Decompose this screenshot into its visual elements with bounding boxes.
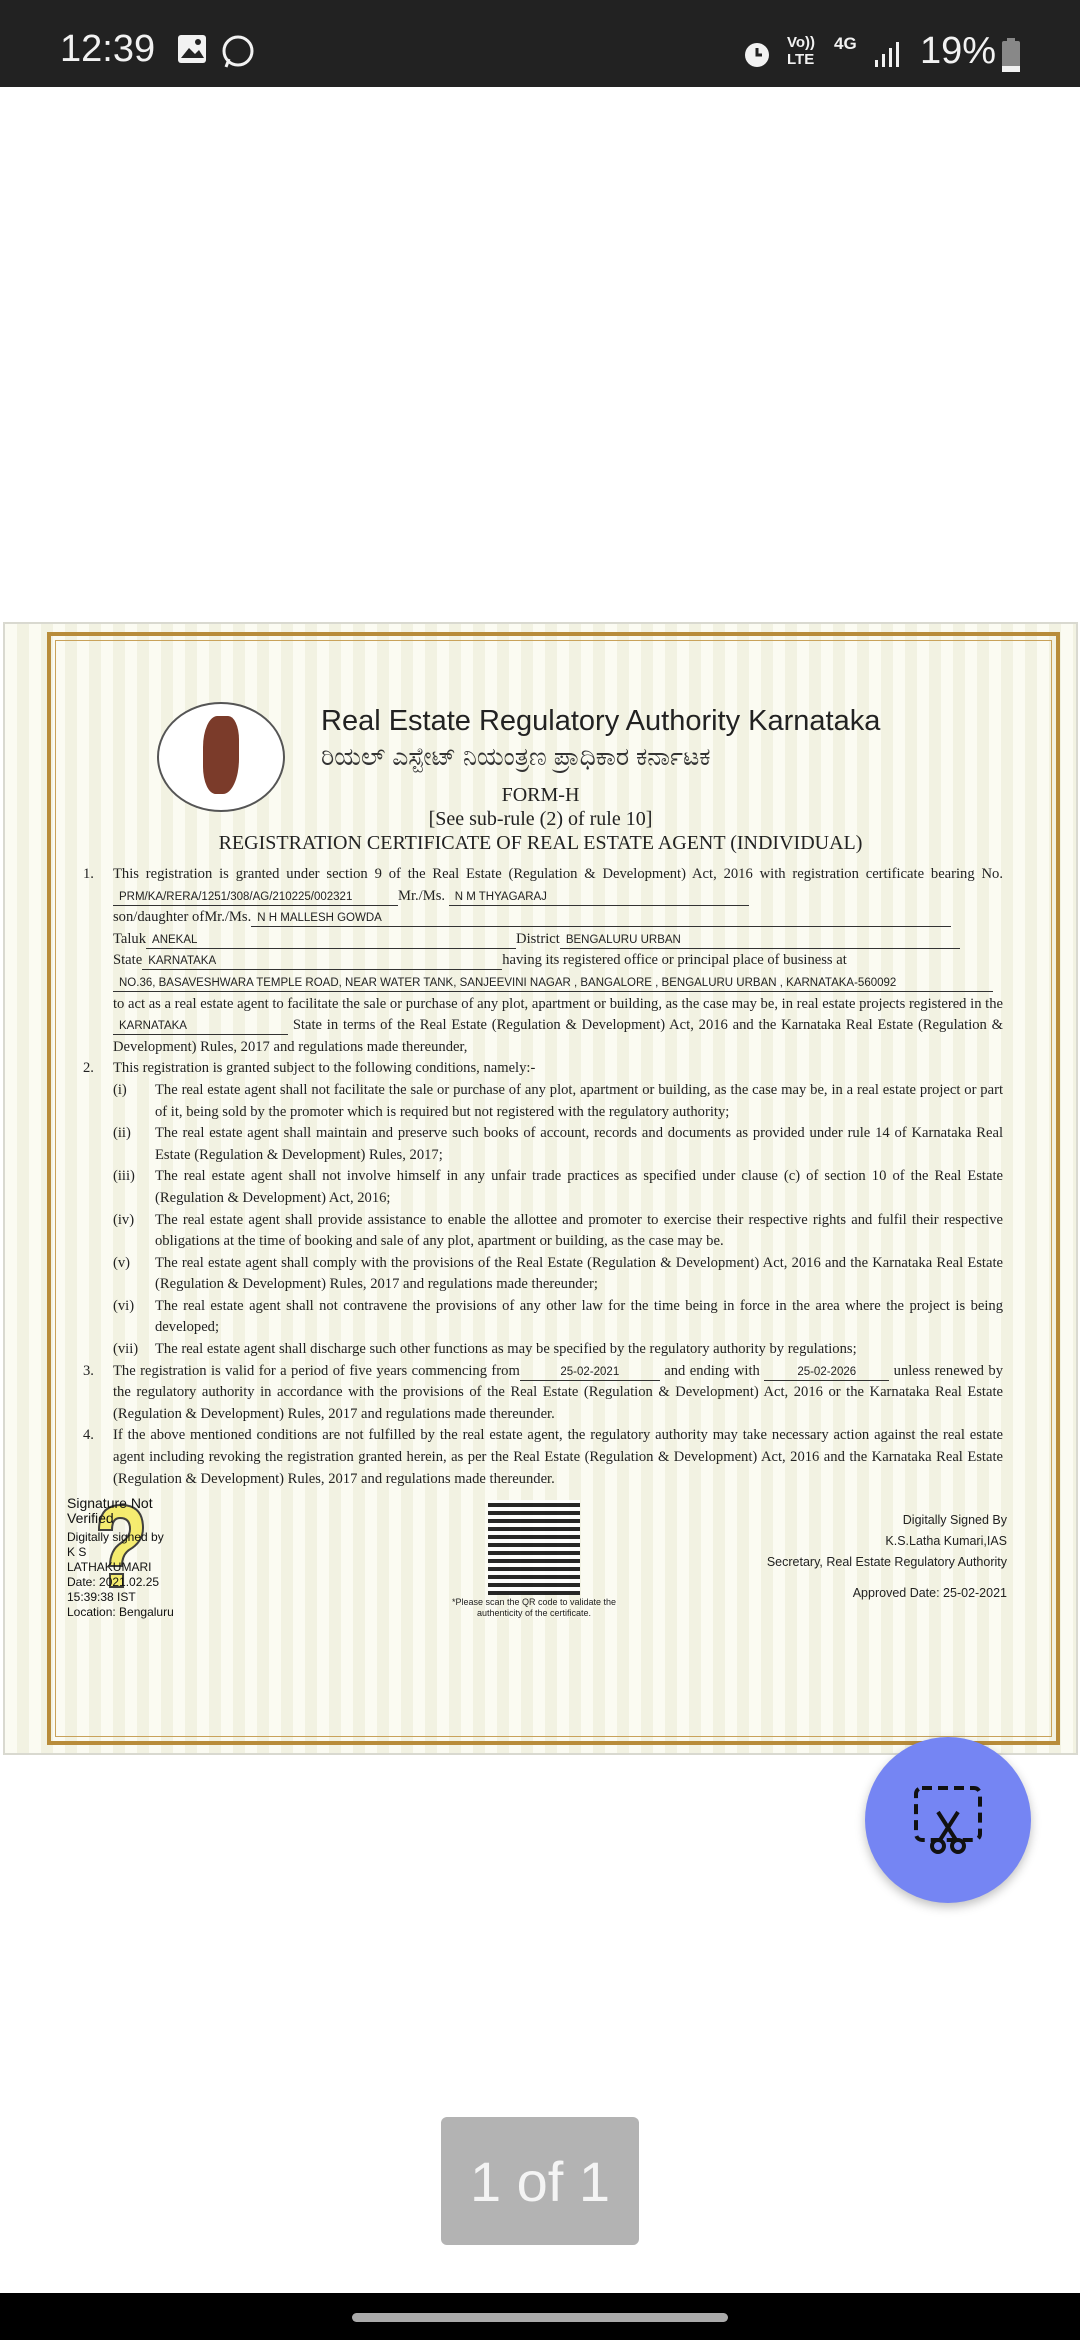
sig-line: LATHAKUMARI <box>67 1560 152 1575</box>
text: This registration is granted subject to the following conditions, namely:- <box>113 1060 536 1077</box>
paragraph-2 <box>83 1058 1003 1080</box>
sig-line: Location: Bengaluru <box>67 1605 174 1620</box>
label: State <box>113 952 143 969</box>
condition-number: (ii) <box>113 1125 131 1142</box>
paragraph-4 <box>83 1425 1003 1490</box>
alarm-icon <box>742 38 772 70</box>
label: son/daughter ofMr./Ms. <box>113 909 252 926</box>
paragraph-number: 1. <box>83 866 94 882</box>
authority-name: Real Estate Regulatory Authority Karnataka <box>321 705 881 737</box>
screenshot-crop-button[interactable] <box>865 1737 1031 1903</box>
battery-icon <box>1000 38 1022 72</box>
form-subrule: [See sub-rule (2) of rule 10] <box>428 808 653 830</box>
conditions-list <box>83 1080 1003 1361</box>
taluk: ANEKAL <box>146 932 516 949</box>
condition-number: (i) <box>113 1081 127 1098</box>
certificate-footer <box>67 1495 1007 1621</box>
sig-line: Signature Not <box>67 1495 153 1512</box>
home-gesture-handle[interactable] <box>352 2313 728 2322</box>
valid-to: 25-02-2026 <box>764 1364 889 1381</box>
text: This registration is granted under section 9 of the Real Estate (Regulation & Development) Act, 2016 with registration certificate bearing No. <box>113 866 1003 882</box>
registration-number: PRM/KA/RERA/1251/308/AG/210225/002321 <box>113 889 398 906</box>
paragraph-number: 2. <box>83 1060 94 1077</box>
text: The registration is valid for a period of five years commencing from <box>113 1362 520 1379</box>
sig-line: Digitally signed by <box>67 1530 164 1545</box>
sig-line: K.S.Latha Kumari,IAS <box>885 1534 1007 1549</box>
label: Taluk <box>113 930 147 947</box>
condition-item <box>83 1123 1003 1166</box>
label: District <box>516 930 560 947</box>
sig-line: Digitally Signed By <box>902 1513 1007 1528</box>
authority-name-kannada: ರಿಯಲ್ ಎಸ್ಟೇಟ್ ನಿಯಂತ್ರಣ ಪ್ರಾಧಿಕಾರ ಕರ್ನಾಟಕ <box>321 743 711 771</box>
father-name: N H MALLESH GOWDA <box>251 910 951 927</box>
paragraph-3 <box>83 1361 1003 1426</box>
condition-text: The real estate agent shall discharge such other functions as may be specified by the regulatory authority by regulations; <box>155 1341 857 1358</box>
certificate-body <box>67 864 1007 1621</box>
agent-name: N M THYAGARAJ <box>449 889 749 906</box>
condition-item <box>83 1296 1003 1339</box>
digital-signature-left <box>67 1496 174 1620</box>
battery-percent: 19% <box>919 30 996 72</box>
status-bar <box>0 0 1080 87</box>
condition-number: (vi) <box>113 1297 135 1314</box>
condition-item <box>83 1166 1003 1209</box>
condition-item <box>83 1210 1003 1253</box>
business-address: NO.36, BASAVESHWARA TEMPLE ROAD, NEAR WATER TANK, SANJEEVINI NAGAR , BANGALORE , BENGALURU URBAN , KARNATAKA-560092 <box>113 975 993 992</box>
sig-line: 15:39:38 IST <box>67 1590 136 1605</box>
qr-note: *Please scan the QR code to validate the authenticity of the certificate. <box>451 1597 617 1619</box>
condition-text: The real estate agent shall provide assistance to enable the allottee and promoter to exercise their respective rights and fulfil their respective obligations at the time of booking and sale of any plot, apartment or building, as the case may be. <box>155 1211 1003 1250</box>
text: to act as a real estate agent to facilitate the sale or purchase of any plot, apartment or building, as the case may be, in real estate projects registered in the <box>113 995 1003 1012</box>
condition-text: The real estate agent shall comply with the provisions of the Real Estate (Regulation & Development) Act, 2016 and the Karnataka Real Estate (Regulation & Development) Rules, 2017 and regulations made thereunder; <box>155 1254 1003 1293</box>
form-title: FORM-H <box>501 784 580 806</box>
valid-from: 25-02-2021 <box>520 1364 660 1381</box>
approved-date: Approved Date: 25-02-2021 <box>852 1586 1007 1601</box>
text: State in terms of the Real Estate (Regulation & Development) Act, 2016 and the Karnataka Real Estate (Regulation & Development) Rules, 2017 and regulations made thereunder, <box>113 1017 1003 1055</box>
state: KARNATAKA <box>142 953 502 970</box>
text: unless renewed by the regulatory authority in accordance with the provisions of the Real Estate (Regulation & Development) Act, 2016 or the Karnataka Real Estate (Regulation & Development) Rules, 2017 and regulations made thereunder. <box>113 1362 1003 1422</box>
paragraph-1 <box>83 864 1003 1058</box>
sig-line: K S <box>67 1545 87 1560</box>
text: and ending with <box>664 1362 760 1379</box>
signal-icon <box>873 40 901 68</box>
condition-text: The real estate agent shall not involve himself in any unfair trade practices as specified under clause (c) of section 10 of the Real Estate (Regulation & Development) Act, 2016; <box>155 1168 1003 1206</box>
text: having its registered office or principal place of business at <box>502 952 847 969</box>
condition-item <box>83 1080 1003 1123</box>
certificate-title: REGISTRATION CERTIFICATE OF REAL ESTATE AGENT (INDIVIDUAL) <box>218 832 863 854</box>
condition-item <box>83 1339 1003 1361</box>
condition-text: The real estate agent shall not facilitate the sale or purchase of any plot, apartment or building, as the case may be, in a real estate project or part of it, being sold by the promoter which is required but not registered with the regulatory authority; <box>155 1081 1003 1120</box>
paragraph-number: 3. <box>83 1362 94 1379</box>
qr-code[interactable] <box>488 1500 580 1595</box>
network-type: Vo)) LTE <box>787 34 816 68</box>
page-indicator: 1 of 1 <box>441 2117 639 2245</box>
condition-number: (iv) <box>113 1211 135 1228</box>
navigation-bar <box>0 2293 1080 2340</box>
district: BENGALURU URBAN <box>560 932 960 949</box>
condition-number: (vii) <box>113 1341 139 1358</box>
sig-line: Date: 2021.02.25 <box>67 1575 160 1590</box>
condition-number: (iii) <box>113 1168 135 1185</box>
screenshot-crop-icon <box>910 1782 986 1858</box>
gallery-icon <box>177 34 207 64</box>
condition-number: (v) <box>113 1254 131 1271</box>
sig-line: Verified <box>67 1510 114 1527</box>
condition-text: The real estate agent shall maintain and preserve such books of account, records and documents as provided under rule 14 of Karnataka Real Estate (Regulation & Development) Rules, 2017; <box>155 1125 1003 1163</box>
text: If the above mentioned conditions are not fulfilled by the real estate agent, the regulatory authority may take necessary action against the real estate agent including revoking the registration granted herein, as per the Real Estate (Regulation & Development) Act, 2016 and the Karnataka Real Estate (Regulation & Development) Rules, 2017 and regulations made thereunder. <box>113 1427 1003 1487</box>
registered-state: KARNATAKA <box>113 1018 288 1035</box>
condition-text: The real estate agent shall not contravene the provisions of any other law for the time being in force in the area where the project is being developed; <box>155 1297 1003 1336</box>
data-type: 4G <box>834 34 857 53</box>
paragraph-number: 4. <box>83 1427 94 1444</box>
digital-signature-right <box>767 1510 1007 1604</box>
clock: 12:39 <box>60 28 156 70</box>
label: Mr./Ms. <box>398 887 446 904</box>
certificate-page <box>3 622 1078 1755</box>
whatsapp-icon <box>220 34 256 70</box>
condition-item <box>83 1253 1003 1296</box>
sig-line: Secretary, Real Estate Regulatory Authority <box>766 1555 1007 1570</box>
